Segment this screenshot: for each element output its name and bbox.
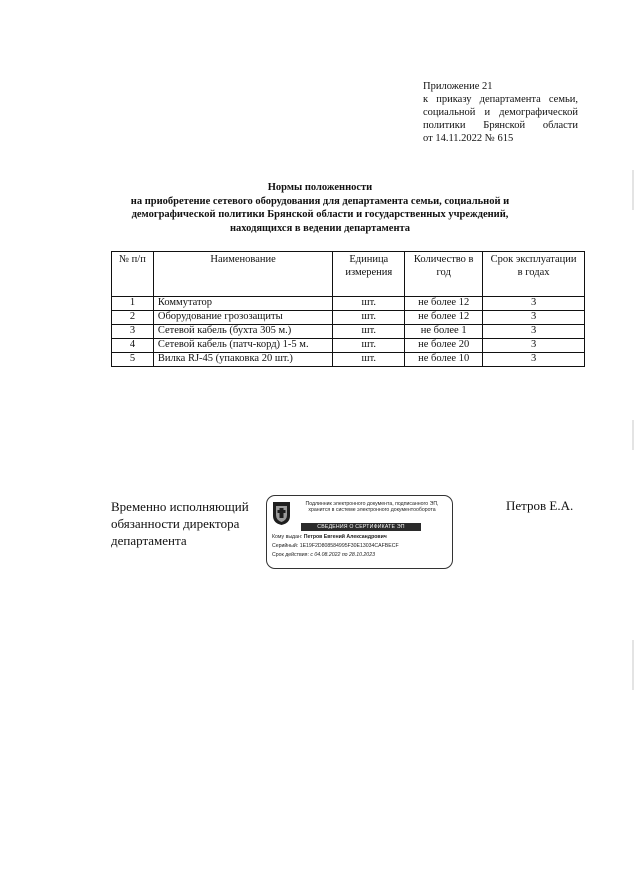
appendix-line: к приказу департамента семьи, [423,94,578,105]
table-row [112,353,585,367]
cell-unit: шт. [333,311,405,325]
position-line: департамента [111,533,187,548]
table-row [112,339,585,353]
certificate-details [272,533,450,560]
header-lifetime: Срок эксплуатации в годах [483,252,585,297]
header-quantity: Количество в год [405,252,483,297]
appendix-line: социальной и демографической [423,107,578,118]
table-row [112,311,585,325]
serial-value: 1E19F2D808584995F30E13034CAFBECF [299,543,399,549]
scan-edge-mark [632,170,634,210]
stamp-header-line: Подлинник электронного документа, подписанного ЭП, [305,501,439,507]
issued-to-label: Кому выдан: [272,534,303,540]
validity-value: с 04.08.2022 по 28.10.2023 [310,552,375,558]
cell-unit: шт. [333,297,405,311]
table-header-row [112,252,585,297]
position-line: обязанности директора [111,516,240,531]
title-heading: Нормы положенности [267,182,373,193]
table-row [112,297,585,311]
cell-quantity: не более 12 [405,311,483,325]
signatory-name: Петров Е.А. [506,498,574,513]
cell-number: 3 [112,325,154,339]
cell-number: 4 [112,339,154,353]
position-line: Временно исполняющий [111,499,249,514]
stamp-header-line: хранится в системе электронного документооборота [308,507,436,514]
title-line: демографической политики Брянской области и государственных учреждений, [131,209,509,220]
cell-number: 5 [112,353,154,367]
header-unit: Единица измерения [333,252,405,297]
signatory-position [111,498,271,549]
cell-quantity: не более 20 [405,339,483,353]
document-title [100,181,540,235]
cell-lifetime: 3 [483,325,585,339]
appendix-line: Приложение 21 [423,81,493,92]
issued-to-row [272,533,450,542]
serial-label: Серийный: [272,543,299,549]
scan-edge-mark [632,420,634,450]
cell-number: 1 [112,297,154,311]
cell-name: Сетевой кабель (бухта 305 м.) [153,325,332,339]
header-number: № п/п [112,252,154,297]
scan-edge-mark [632,640,634,690]
validity-row [272,551,450,560]
cell-name: Коммутатор [153,297,332,311]
appendix-block [423,80,578,145]
header-name: Наименование [153,252,332,297]
norms-table [111,251,585,367]
title-line: на приобретение сетевого оборудования для департамента семьи, социальной и [130,195,510,207]
cell-quantity: не более 1 [405,325,483,339]
cell-lifetime: 3 [483,297,585,311]
cell-name: Оборудование грозозащиты [153,311,332,325]
stamp-header [295,501,449,514]
coat-of-arms-icon [272,501,291,526]
serial-row [272,542,450,551]
cell-quantity: не более 12 [405,297,483,311]
validity-label: Срок действия: [272,552,309,558]
cell-unit: шт. [333,339,405,353]
title-line: находящихся в ведении департамента [229,222,411,234]
appendix-line: от 14.11.2022 № 615 [423,133,514,144]
certificate-band: СВЕДЕНИЯ О СЕРТИФИКАТЕ ЭП [301,523,421,531]
electronic-signature-stamp [266,495,453,569]
issued-to-value: Петров Евгений Александрович [303,534,387,540]
cell-quantity: не более 10 [405,353,483,367]
cell-unit: шт. [333,325,405,339]
appendix-line: политики Брянской области [423,120,578,131]
table-row [112,325,585,339]
cell-unit: шт. [333,353,405,367]
cell-lifetime: 3 [483,339,585,353]
cell-name: Вилка RJ-45 (упаковка 20 шт.) [153,353,332,367]
cell-lifetime: 3 [483,311,585,325]
cell-number: 2 [112,311,154,325]
cell-lifetime: 3 [483,353,585,367]
cell-name: Сетевой кабель (патч-корд) 1-5 м. [153,339,332,353]
